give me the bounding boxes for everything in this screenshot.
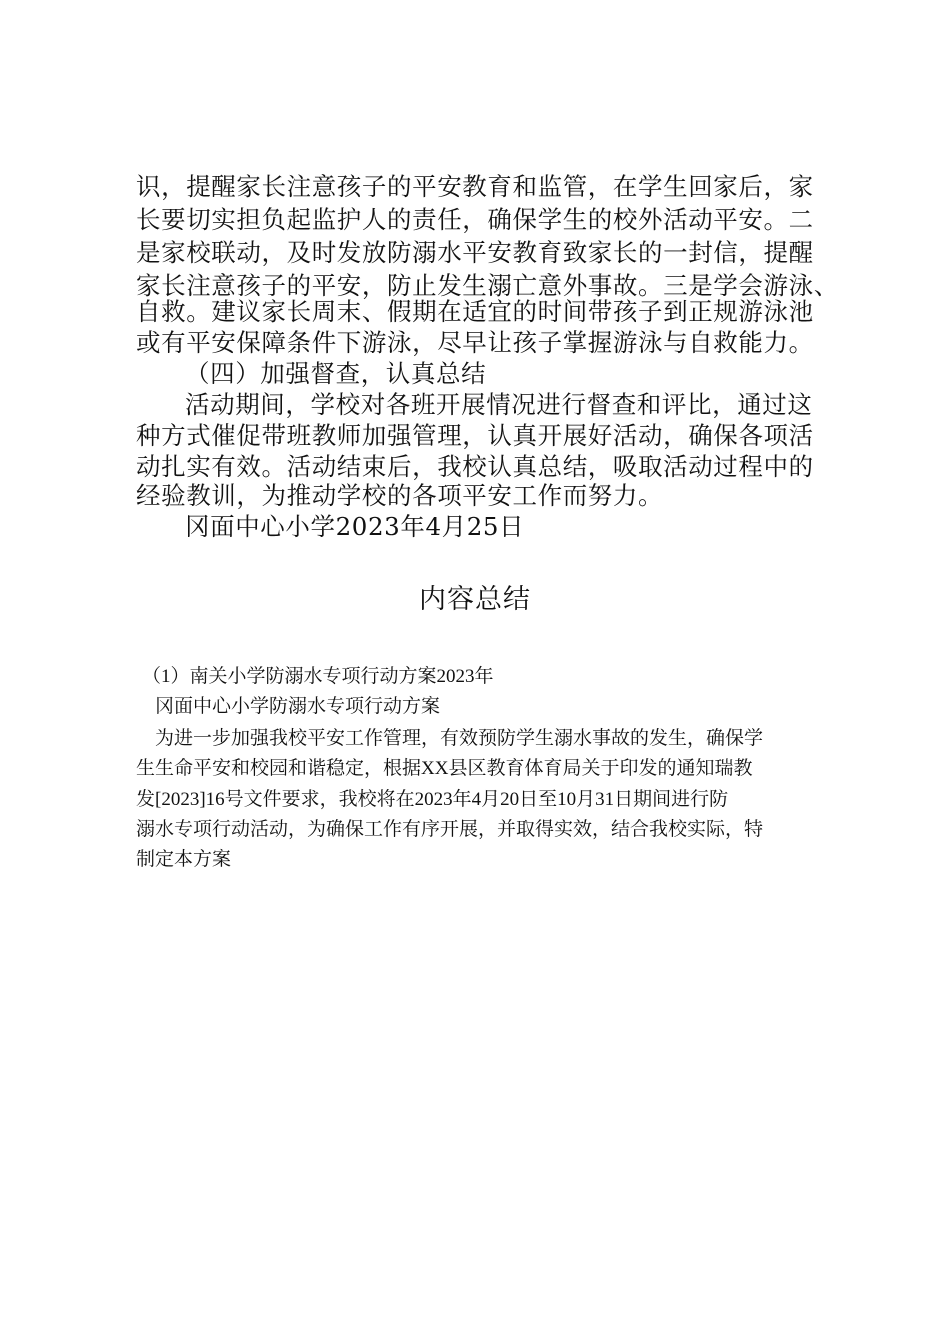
body-line: 自救。建议家长周末、假期在适宜的时间带孩子到正规游泳池 bbox=[136, 297, 814, 326]
section-line: 活动期间，学校对各班开展情况进行督查和评比，通过这 bbox=[185, 390, 813, 419]
body-line: 识，提醒家长注意孩子的平安教育和监管，在学生回家后，家 bbox=[136, 172, 814, 201]
summary-paragraph-line: 为进一步加强我校平安工作管理，有效预防学生溺水事故的发生，确保学 bbox=[155, 728, 764, 749]
section-line: 动扎实有效。活动结束后，我校认真总结，吸取活动过程中的 bbox=[136, 452, 814, 481]
summary-subtitle: 冈面中心小学防溺水专项行动方案 bbox=[155, 696, 441, 717]
body-line: 家长注意孩子的平安，防止发生溺亡意外事故。三是学会游泳、 bbox=[136, 271, 839, 300]
summary-paragraph-line: 生生命平安和校园和谐稳定，根据XX县区教育体育局关于印发的通知瑞教 bbox=[136, 758, 753, 779]
summary-paragraph-line: 发[2023]16号文件要求，我校将在2023年4月20日至10月31日期间进行防 bbox=[136, 789, 729, 810]
summary-item-line: （1）南关小学防溺水专项行动方案2023年 bbox=[142, 666, 494, 687]
summary-paragraph-line: 制定本方案 bbox=[136, 849, 232, 870]
summary-paragraph-line: 溺水专项行动活动，为确保工作有序开展，并取得实效，结合我校实际，特 bbox=[136, 819, 764, 840]
section-line: 经验教训，为推动学校的各项平安工作而努力。 bbox=[136, 481, 664, 510]
signature: 冈面中心小学2023年4月25日 bbox=[185, 512, 525, 541]
body-line: 是家校联动，及时发放防溺水平安教育致家长的一封信，提醒 bbox=[136, 238, 814, 267]
body-line: 或有平安保障条件下游泳，尽早让孩子掌握游泳与自救能力。 bbox=[136, 328, 814, 357]
body-line: 长要切实担负起监护人的责任，确保学生的校外活动平安。二 bbox=[136, 205, 814, 234]
section-heading: （四）加强督查，认真总结 bbox=[185, 359, 487, 388]
section-line: 种方式催促带班教师加强管理，认真开展好活动，确保各项活 bbox=[136, 421, 814, 450]
summary-title: 内容总结 bbox=[419, 584, 531, 615]
